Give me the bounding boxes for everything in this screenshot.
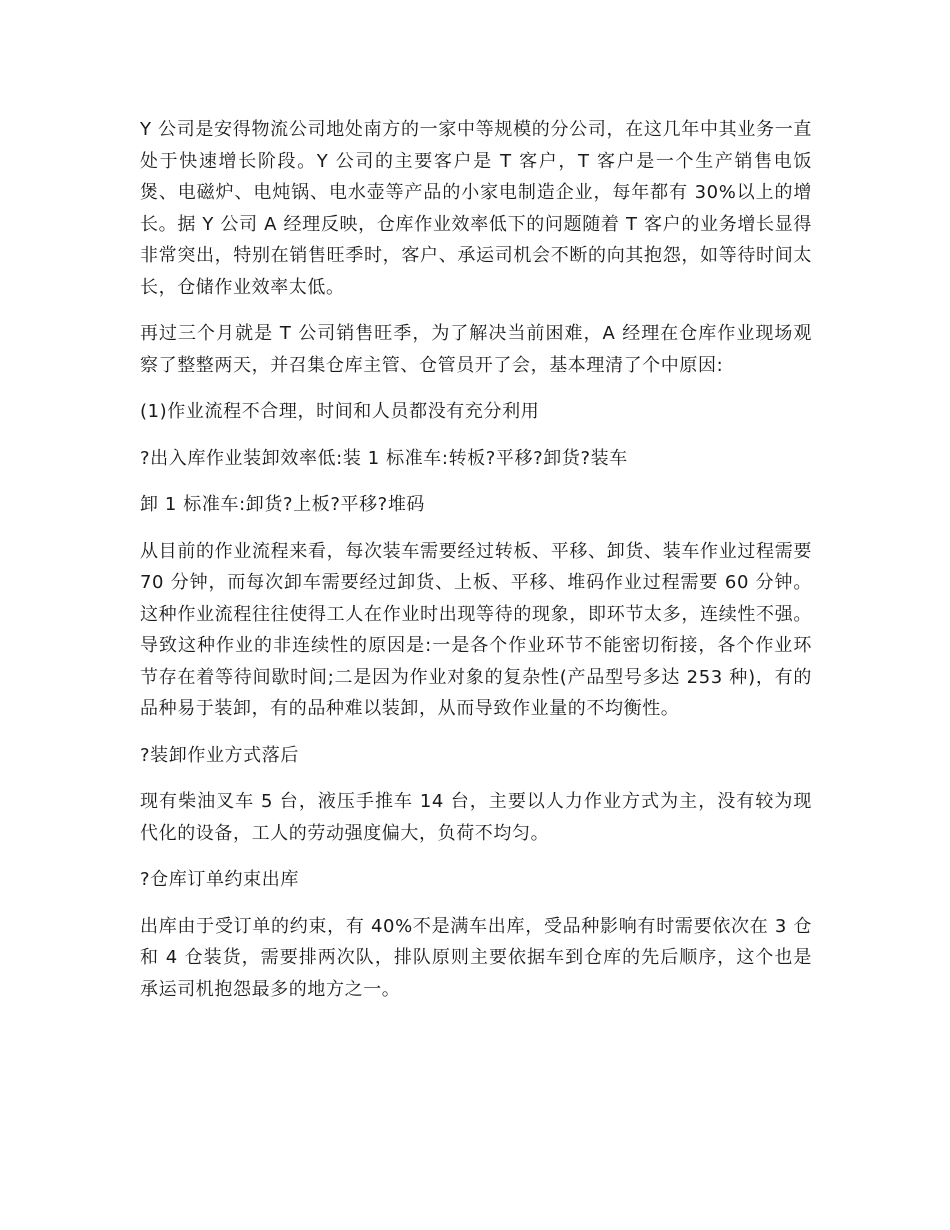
paragraph-process-analysis: 从目前的作业流程来看，每次装车需要经过转板、平移、卸货、装车作业过程需要 70 分钟，而每次卸车需要经过卸货、上板、平移、堆码作业过程需要 60 分钟。这种作业流程往往使得工人在作业时出现等待的现象，即环节太多，连续性不强。导致这种作业的非连续性的原因是:一是各个作业环节不能密切衔接，各个作业环节存在着等待间歇时间;二是因为作业对象的复杂性(产品型号多达 253 种)，有的品种易于装卸，有的品种难以装卸，从而导致作业量的不均衡性。: [140, 540, 812, 719]
paragraph-loading-efficiency: ?出入库作业装卸效率低:装 1 标准车:转板?平移?卸货?装车: [140, 447, 628, 469]
paragraph-order-constraint: 出库由于受订单的约束，有 40%不是满车出库，受品种影响有时需要依次在 3 仓和 4 仓装货，需要排两次队，排队原则主要依据车到仓库的先后顺序，这个也是承运司机抱怨最多的地方之一。: [140, 915, 812, 1000]
paragraph-cause-heading: (1)作业流程不合理，时间和人员都没有充分利用: [140, 401, 540, 422]
paragraph-situation: 再过三个月就是 T 公司销售旺季，为了解决当前困难，A 经理在仓库作业现场观察了整整两天，并召集仓库主管、仓管员开了会，基本理清了个中原因:: [140, 323, 812, 376]
paragraph-intro: Y 公司是安得物流公司地处南方的一家中等规模的分公司，在这几年中其业务一直处于快速增长阶段。Y 公司的主要客户是 T 客户，T 客户是一个生产销售电饭煲、电磁炉、电炖锅、电水壶等产品的小家电制造企业，每年都有 30%以上的增长。据 Y 公司 A 经理反映，仓库作业效率低下的问题随着 T 客户的业务增长显得非常突出，特别在销售旺季时，客户、承运司机会不断的向其抱怨，如等待时间太长，仓储作业效率太低。: [140, 119, 812, 298]
document-page: [140, 114, 812, 1020]
paragraph-method-heading: ?装卸作业方式落后: [140, 744, 299, 766]
paragraph-unloading-steps: 卸 1 标准车:卸货?上板?平移?堆码: [140, 494, 426, 515]
paragraph-equipment: 现有柴油叉车 5 台，液压手推车 14 台，主要以人力作业方式为主，没有较为现代化的设备，工人的劳动强度偏大，负荷不均匀。: [140, 791, 812, 844]
paragraph-order-heading: ?仓库订单约束出库: [140, 869, 299, 890]
